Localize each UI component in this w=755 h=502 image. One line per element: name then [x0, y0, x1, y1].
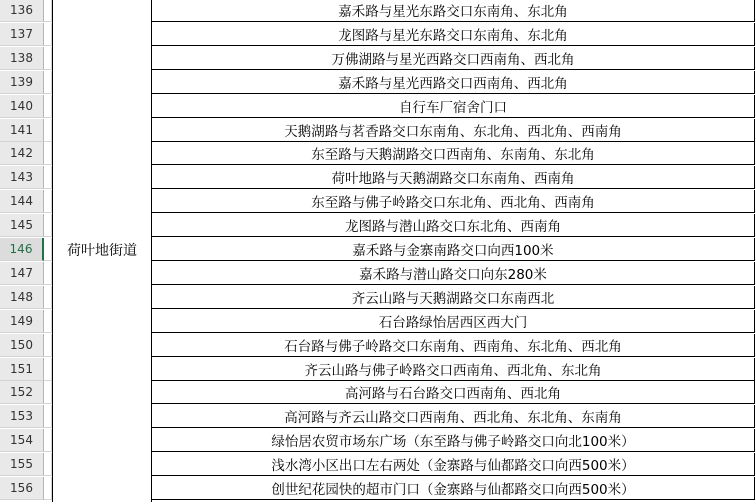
location-text: 浅水湾小区出口左右两处（金寨路与仙都路交口向西500米） — [271, 458, 635, 474]
cell-location[interactable] — [152, 190, 755, 213]
row-header[interactable]: 141 — [0, 119, 44, 142]
cell-col-a[interactable] — [44, 477, 52, 500]
cell-location[interactable] — [152, 238, 755, 261]
cell-col-a[interactable] — [44, 166, 52, 189]
location-text: 高河路与齐云山路交口西南角、西北角、东北角、东南角 — [284, 410, 622, 426]
location-text: 万佛湖路与星光西路交口西南角、西北角 — [331, 52, 575, 68]
cell-col-a[interactable] — [44, 358, 52, 381]
location-text: 创世纪花园快的超市门口（金寨路与仙都路交口向西500米） — [271, 482, 635, 498]
cell-location[interactable] — [152, 262, 755, 285]
location-text: 天鹅湖路与茗香路交口东南角、东北角、西北角、西南角 — [284, 124, 622, 140]
row-header[interactable]: 144 — [0, 190, 44, 213]
location-text: 嘉禾路与潜山路交口向东280米 — [359, 267, 547, 283]
cell-col-a[interactable] — [44, 71, 52, 94]
row-header[interactable]: 147 — [0, 262, 44, 285]
cell-col-a[interactable] — [44, 405, 52, 428]
cell-col-a[interactable] — [44, 119, 52, 142]
cell-location[interactable] — [152, 95, 755, 118]
row-header[interactable]: 148 — [0, 286, 44, 309]
cell-location[interactable] — [152, 429, 755, 452]
cell-col-a[interactable] — [44, 334, 52, 357]
location-text: 石台路与佛子岭路交口东南角、西南角、东北角、西北角 — [284, 339, 622, 355]
row-header[interactable]: 150 — [0, 334, 44, 357]
cell-col-a[interactable] — [44, 23, 52, 46]
cell-col-a[interactable] — [44, 310, 52, 333]
cell-col-a[interactable] — [44, 286, 52, 309]
cell-location[interactable] — [152, 310, 755, 333]
cell-location[interactable] — [152, 334, 755, 357]
row-header[interactable]: 154 — [0, 429, 44, 452]
row-header[interactable]: 136 — [0, 0, 44, 22]
cell-col-a[interactable] — [44, 214, 52, 237]
cell-location[interactable] — [152, 119, 755, 142]
row-header[interactable]: 155 — [0, 453, 44, 476]
cell-col-a[interactable] — [44, 47, 52, 70]
row-header[interactable]: 137 — [0, 23, 44, 46]
cell-col-a[interactable] — [44, 453, 52, 476]
cell-location[interactable] — [152, 286, 755, 309]
cell-col-a[interactable] — [44, 262, 52, 285]
location-text: 嘉禾路与星光东路交口东南角、东北角 — [338, 4, 568, 20]
location-text: 石台路绿怡居西区西大门 — [378, 315, 528, 331]
row-header[interactable]: 151 — [0, 358, 44, 381]
location-text: 高河路与石台路交口西南角、西北角 — [345, 386, 561, 402]
row-header[interactable]: 149 — [0, 310, 44, 333]
cell-location[interactable] — [152, 405, 755, 428]
location-text: 嘉禾路与星光西路交口西南角、西北角 — [338, 76, 568, 92]
cell-col-a[interactable] — [44, 429, 52, 452]
row-header[interactable]: 140 — [0, 95, 44, 118]
cell-col-a[interactable] — [44, 0, 52, 22]
cell-location[interactable] — [152, 477, 755, 500]
row-header[interactable]: 143 — [0, 166, 44, 189]
location-text: 龙图路与潜山路交口东北角、西南角 — [345, 219, 561, 235]
cell-location[interactable] — [152, 0, 755, 22]
cell-location[interactable] — [152, 358, 755, 381]
district-label: 荷叶地街道 — [67, 242, 137, 259]
location-text: 东至路与佛子岭路交口东北角、西北角、西南角 — [311, 195, 595, 211]
location-text: 齐云山路与佛子岭路交口西南角、西北角、东北角 — [304, 363, 602, 379]
cell-location[interactable] — [152, 47, 755, 70]
cell-location[interactable] — [152, 23, 755, 46]
row-header[interactable]: 145 — [0, 214, 44, 237]
row-header[interactable]: 142 — [0, 142, 44, 165]
row-header[interactable]: 152 — [0, 381, 44, 404]
merged-district-cell[interactable] — [52, 0, 152, 502]
row-header[interactable]: 153 — [0, 405, 44, 428]
cell-location[interactable] — [152, 214, 755, 237]
location-text: 齐云山路与天鹅湖路交口东南西北 — [351, 291, 555, 307]
row-header[interactable]: 156 — [0, 477, 44, 500]
row-header[interactable]: 146 — [0, 238, 44, 261]
row-header[interactable]: 139 — [0, 71, 44, 94]
cell-col-a[interactable] — [44, 142, 52, 165]
cell-location[interactable] — [152, 166, 755, 189]
location-text: 嘉禾路与金寨南路交口向西100米 — [352, 243, 554, 259]
location-text: 自行车厂宿舍门口 — [399, 100, 507, 116]
cell-location[interactable] — [152, 71, 755, 94]
location-text: 绿怡居农贸市场东广场（东至路与佛子岭路交口向北100米） — [271, 434, 635, 450]
cell-col-a[interactable] — [44, 190, 52, 213]
cell-location[interactable] — [152, 453, 755, 476]
cell-col-a[interactable] — [44, 381, 52, 404]
cell-location[interactable] — [152, 381, 755, 404]
cell-location[interactable] — [152, 142, 755, 165]
cell-col-a[interactable] — [44, 238, 52, 261]
location-text: 荷叶地路与天鹅湖路交口东南角、西南角 — [331, 171, 575, 187]
cell-col-a[interactable] — [44, 95, 52, 118]
location-text: 东至路与天鹅湖路交口西南角、东南角、东北角 — [311, 147, 595, 163]
row-header[interactable]: 138 — [0, 47, 44, 70]
location-text: 龙图路与星光东路交口东南角、东北角 — [338, 28, 568, 44]
